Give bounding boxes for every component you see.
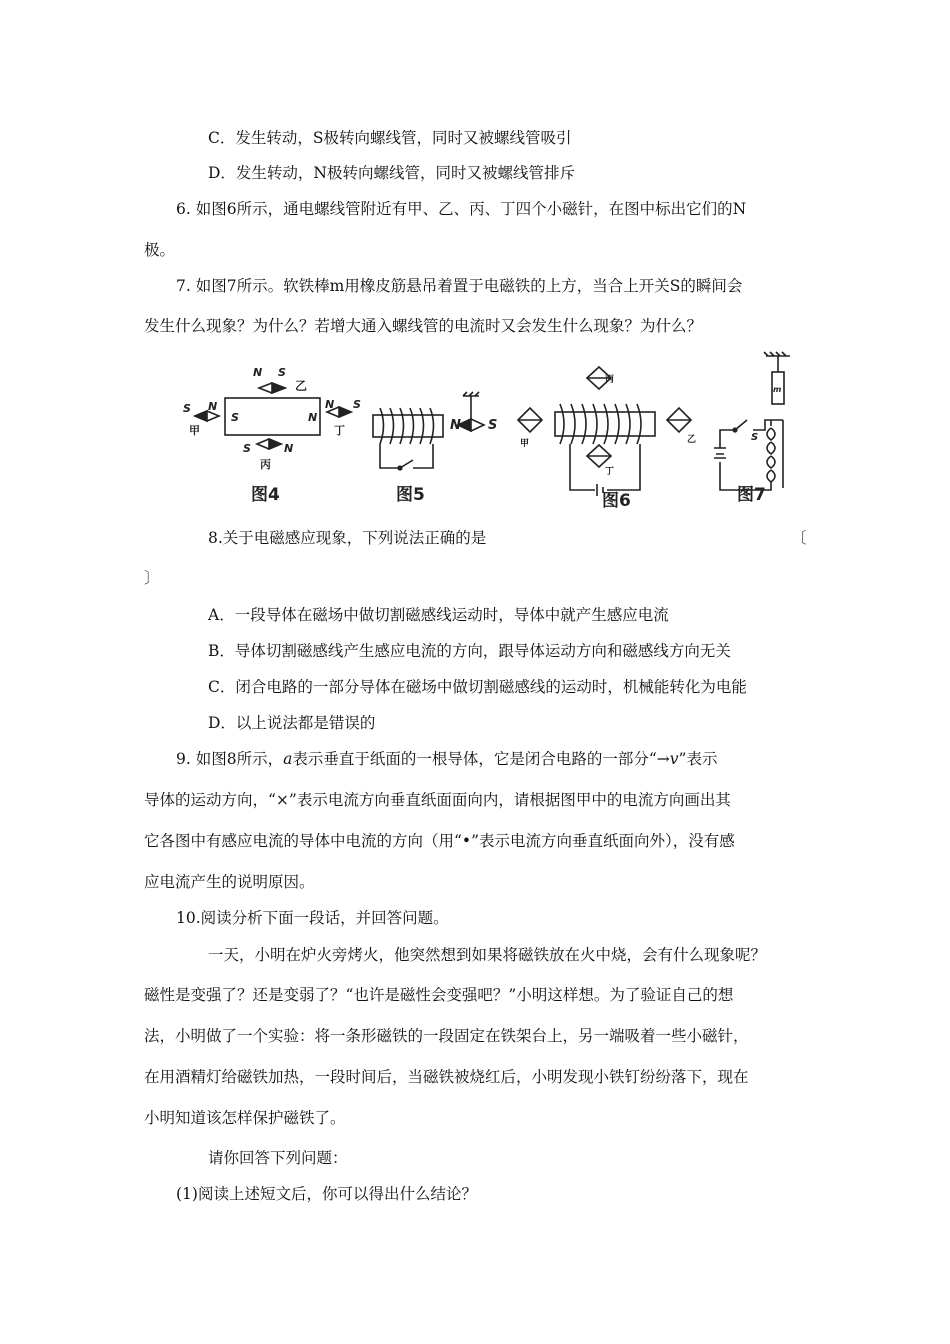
q10-paragraph-line5: 小明知道该怎样保护磁铁了。: [144, 1109, 346, 1127]
fig6-right-name: 乙: [687, 435, 697, 445]
figure-7: [714, 352, 790, 490]
q10-subquestion-1: (1)阅读上述短文后，你可以得出什么结论？: [176, 1185, 477, 1203]
fig5-needle-s: S: [488, 418, 498, 433]
fig4-bar-s: S: [231, 411, 239, 424]
fig6-bottom-name: 丁: [605, 467, 615, 477]
q10-paragraph-line3: 法，小明做了一个实验：将一条形磁铁的一段固定在铁架台上，另一端吸着一些小磁针，: [144, 1027, 749, 1045]
fig4-top-name: 乙: [295, 379, 308, 393]
q6-text-line2: 极。: [144, 241, 176, 259]
fig4-bar-n: N: [308, 411, 318, 424]
fig4-left-name: 甲: [189, 424, 200, 437]
figure-5: [373, 392, 484, 470]
q9-text-line4: 应电流产生的说明原因。: [144, 873, 315, 891]
q9-text-line3: 它各图中有感应电流的导体中电流的方向（用“•”表示电流方向垂直纸面向外），没有感: [144, 832, 735, 850]
fig6-left-name: 甲: [520, 439, 530, 449]
fig6-top-name: 丙: [605, 375, 615, 385]
fig4-bottom-n: N: [284, 442, 294, 455]
q8-paren-close: 〕: [144, 569, 160, 587]
q10-paragraph-line4: 在用酒精灯给磁铁加热，一段时间后，当磁铁被烧红后，小明发现小铁钉纷纷落下，现在: [144, 1068, 749, 1086]
q8-option-a: A．一段导体在磁场中做切割磁感线运动时，导体中就产生感应电流: [208, 606, 669, 624]
fig4-right-s: S: [353, 398, 361, 411]
q8-option-b: B．导体切割磁感线产生感应电流的方向，跟导体运动方向和磁感线方向无关: [208, 642, 731, 660]
q10-title: 10.阅读分析下面一段话，并回答问题。: [176, 909, 449, 927]
q5-option-c: C．发生转动，S极转向螺线管，同时又被螺线管吸引: [208, 129, 572, 147]
fig4-bottom-s: S: [243, 442, 251, 455]
figure-4: [195, 383, 351, 449]
fig5-caption: 图5: [396, 485, 425, 505]
fig7-caption: 图7: [737, 485, 766, 505]
q9-text-line2: 导体的运动方向，“×”表示电流方向垂直纸面面向内，请根据图甲中的电流方向画出其: [144, 791, 731, 809]
fig6-needle-bottom: [587, 445, 611, 467]
fig4-left-n: N: [208, 400, 218, 413]
fig7-switch-label: S: [751, 432, 759, 443]
q8-paren-open: 〔: [791, 529, 807, 547]
fig7-rod-label: m: [773, 385, 782, 394]
q7-text-line1: 7. 如图7所示。软铁棒m用橡皮筋悬吊着置于电磁铁的上方，当合上开关S的瞬间会: [176, 277, 743, 295]
fig7-battery: [714, 448, 726, 458]
q10-paragraph-line1: 一天，小明在炉火旁烤火，他突然想到如果将磁铁放在火中烧，会有什么现象呢？: [208, 946, 767, 964]
fig4-bottom-name: 丙: [260, 458, 271, 471]
fig4-top-s: S: [278, 366, 286, 379]
q8-option-d: D．以上说法都是错误的: [208, 714, 376, 732]
q5-option-d: D．发生转动，N极转向螺线管，同时又被螺线管排斥: [208, 164, 575, 182]
figures-4-7: [175, 350, 795, 512]
q8-stem: 8.关于电磁感应现象，下列说法正确的是: [208, 529, 487, 547]
fig4-top-n: N: [253, 366, 263, 379]
fig4-caption: 图4: [251, 485, 280, 505]
fig6-needle-right: [667, 408, 691, 432]
fig5-coil: [380, 408, 434, 444]
q6-text-line1: 6. 如图6所示，通电螺线管附近有甲、乙、丙、丁四个小磁针，在图中标出它们的N: [176, 200, 747, 218]
fig6-coil: [560, 404, 641, 444]
fig7-coil: [767, 428, 775, 482]
q10-prompt: 请你回答下列问题：: [208, 1149, 348, 1167]
q7-text-line2: 发生什么现象？为什么？若增大通入螺线管的电流时又会发生什么现象？为什么？: [144, 317, 703, 335]
q10-paragraph-line2: 磁性是变强了？还是变弱了？“也许是磁性会变强吧？”小明这样想。为了验证自己的想: [144, 986, 734, 1004]
fig4-right-n: N: [325, 398, 335, 411]
fig4-right-name: 丁: [334, 424, 345, 437]
q8-option-c: C．闭合电路的一部分导体在磁场中做切割磁感线的运动时，机械能转化为电能: [208, 678, 747, 696]
fig6-needle-left: [518, 408, 542, 432]
q9-text-line1: 9. 如图8所示，a表示垂直于纸面的一根导体，它是闭合电路的一部分“→v”表示: [176, 750, 718, 768]
fig6-caption: 图6: [602, 491, 631, 511]
fig4-left-s: S: [183, 402, 191, 415]
fig5-needle-n: N: [450, 418, 461, 433]
fig4-bar-magnet: [225, 398, 320, 435]
